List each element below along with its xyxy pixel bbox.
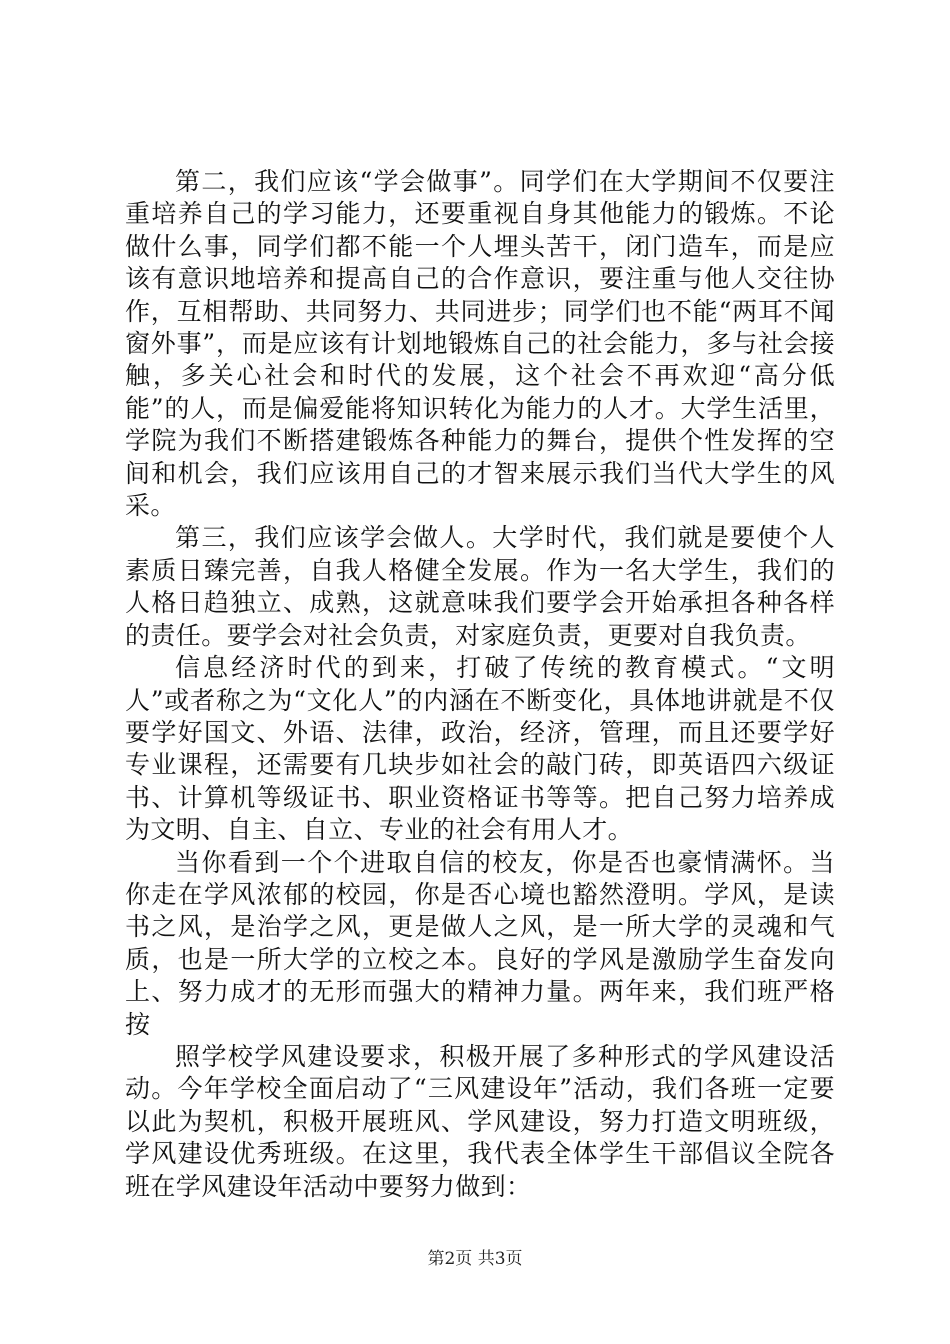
paragraph-information-economy: 信息经济时代的到来，打破了传统的教育模式。“文明人”或者称之为“文化人”的内涵在不断变化，具体地讲就是不仅要学好国文、外语、法律，政治，经济，管理，而且还要学好专业课程，还需要有几块步如社会的敲门砖，即英语四六级证书、计算机等级证书、职业资格证书等等。把自己努力培养成为文明、自主、自立、专业的社会有用人才。 xyxy=(125,653,835,845)
page-footer: 第2页 共3页 xyxy=(427,1249,523,1269)
paragraph-learn-to-work: 第二，我们应该“学会做事”。同学们在大学期间不仅要注重培养自己的学习能力，还要重视自身其他能力的锻炼。不论做什么事，同学们都不能一个人埋头苦干，闭门造车，而是应该有意识地培养和提高自己的合作意识，要注重与他人交往协作，互相帮助、共同努力、共同进步；同学们也不能“两耳不闻窗外事”，而是应该有计划地锻炼自己的社会能力，多与社会接触，多关心社会和时代的发展，这个社会不再欢迎“高分低能”的人，而是偏爱能将知识转化为能力的人才。大学生活里，学院为我们不断搭建锻炼各种能力的舞台，提供个性发挥的空间和机会，我们应该用自己的才智来展示我们当代大学生的风采。 xyxy=(125,167,835,521)
paragraph-learn-to-be-human: 第三，我们应该学会做人。大学时代，我们就是要使个人素质日臻完善，自我人格健全发展。作为一名大学生，我们的人格日趋独立、成熟，这就意味我们要学会开始承担各种各样的责任。要学会对社会负责，对家庭负责，更要对自我负责。 xyxy=(125,523,835,650)
document-body xyxy=(125,166,835,1203)
paragraph-study-style: 当你看到一个个进取自信的校友，你是否也豪情满怀。当你走在学风浓郁的校园，你是否心境也豁然澄明。学风，是读书之风，是治学之风，更是做人之风，是一所大学的灵魂和气质，也是一所大学的立校之本。良好的学风是激励学生奋发向上、努力成才的无形而强大的精神力量。两年来，我们班严格按 xyxy=(125,847,835,1039)
paragraph-study-style-continued: 照学校学风建设要求，积极开展了多种形式的学风建设活动。今年学校全面启动了“三风建设年”活动，我们各班一定要以此为契机，积极开展班风、学风建设，努力打造文明班级，学风建设优秀班级。在这里，我代表全体学生干部倡议全院各班在学风建设年活动中要努力做到： xyxy=(125,1041,835,1201)
